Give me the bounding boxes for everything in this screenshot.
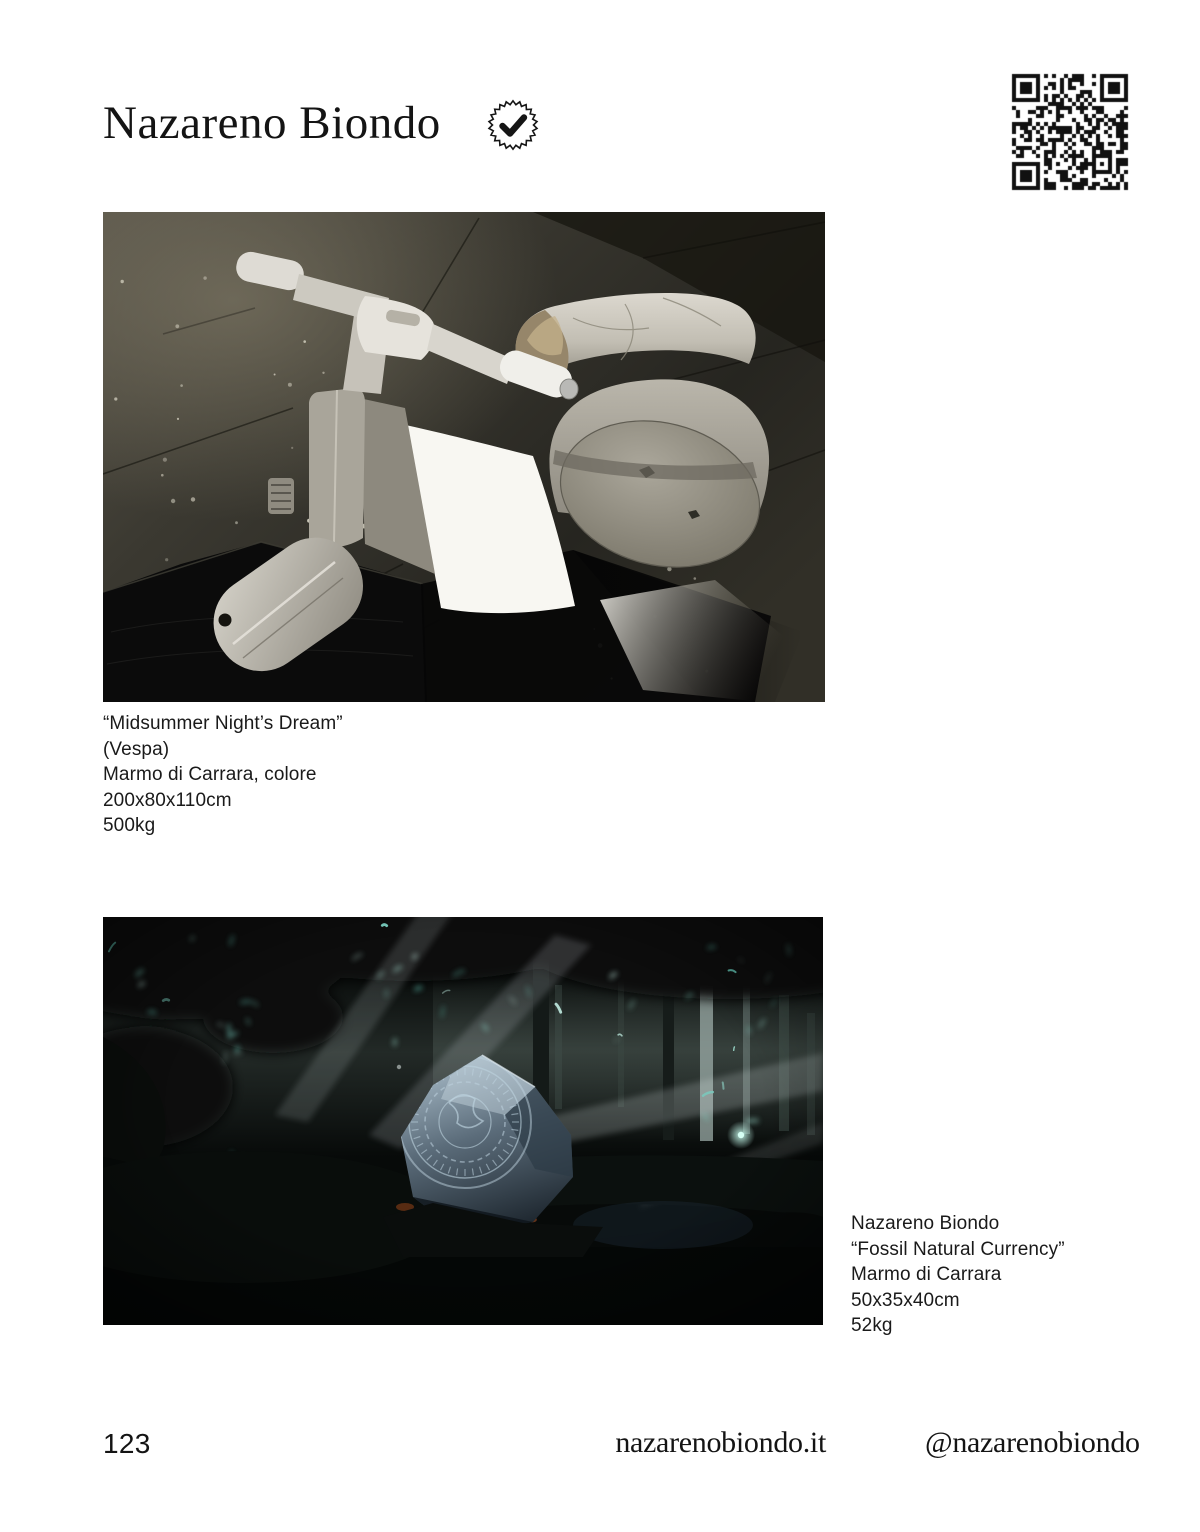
artwork-1-subtitle: (Vespa) — [103, 738, 170, 760]
verified-badge-icon — [487, 99, 539, 151]
artwork-2-material: Marmo di Carrara — [851, 1264, 1002, 1285]
artwork-1-caption — [103, 711, 343, 839]
artwork-2-caption — [851, 1211, 1065, 1339]
artwork-photo-fossil-stone — [103, 917, 823, 1325]
artwork-photo-vespa — [103, 212, 825, 702]
artwork-2-artist: Nazareno Biondo — [851, 1213, 1000, 1234]
page-number: 123 — [103, 1428, 151, 1459]
qr-code-icon[interactable] — [1008, 70, 1132, 194]
artwork-1-weight: 500kg — [103, 815, 156, 836]
artwork-2-dimensions: 50x35x40cm — [851, 1289, 960, 1311]
artwork-2-title: “Fossil Natural Currency” — [851, 1238, 1065, 1260]
artwork-1-title: “Midsummer Night’s Dream” — [103, 713, 343, 734]
artwork-1-dimensions: 200x80x110cm — [103, 789, 232, 811]
artist-title: Nazareno Biondo — [103, 97, 441, 149]
website-link-text[interactable]: nazarenobiondo.it — [615, 1426, 826, 1459]
vignette — [103, 917, 823, 1325]
social-handle-text[interactable]: @nazarenobiondo — [925, 1426, 1140, 1459]
fender-knob — [219, 614, 232, 627]
social-handle-link[interactable] — [925, 1426, 1140, 1460]
website-link[interactable] — [615, 1426, 826, 1460]
artwork-1-material: Marmo di Carrara, colore — [103, 764, 317, 785]
artwork-2-weight: 52kg — [851, 1315, 893, 1336]
